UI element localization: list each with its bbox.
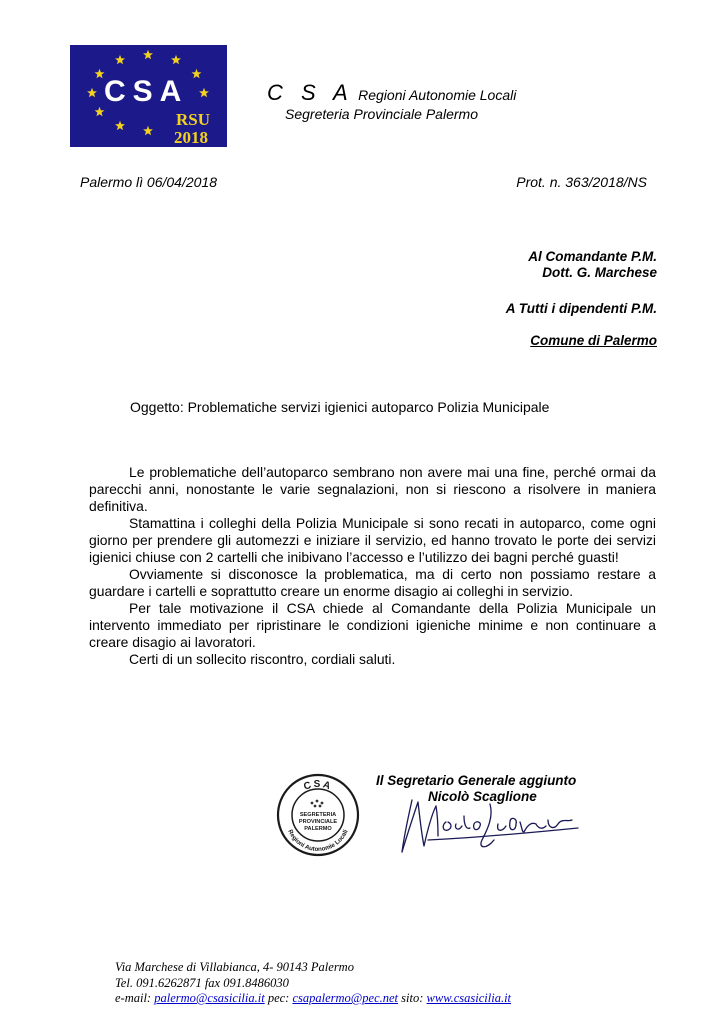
org-office: Segreteria Provinciale Palermo	[285, 106, 478, 122]
site-label: sito:	[398, 991, 427, 1005]
handwritten-signature	[398, 788, 583, 858]
footer-address: Via Marchese di Villabianca, 4- 90143 Palermo	[115, 960, 354, 974]
body-paragraph: Per tale motivazione il CSA chiede al Comandante della Polizia Municipale un intervento immediato per ripristinare le condizioni igieniche minime e non continuare a creare disagio ai lavoratori.	[89, 600, 656, 650]
svg-text:PALERMO: PALERMO	[304, 826, 332, 832]
email-label: e-mail:	[115, 991, 155, 1005]
pec-label: pec:	[264, 991, 293, 1005]
pec-link[interactable]: csapalermo@pec.net	[292, 991, 399, 1005]
svg-text:Regioni Autonomie Locali: Regioni Autonomie Locali	[286, 828, 350, 854]
website-link[interactable]: www.csasicilia.it	[426, 991, 512, 1005]
footer	[115, 960, 511, 1007]
subject-line: Oggetto: Problematiche servizi igienici autoparco Polizia Municipale	[130, 399, 550, 415]
logo-badge: RSU	[176, 110, 211, 129]
footer-phone: Tel. 091.6262871 fax 091.8486030	[115, 975, 289, 990]
protocol-number: Prot. n. 363/2018/NS	[516, 174, 647, 190]
recipient-line: Comune di Palermo	[530, 333, 657, 348]
official-stamp	[276, 773, 360, 857]
footer-contacts	[115, 991, 511, 1007]
logo-text: CSA	[104, 75, 189, 108]
csa-logo	[70, 45, 227, 147]
body-paragraph: Le problematiche dell’autoparco sembrano non avere mai una fine, perché ormai da parecchi anni, nonostante le varie segnalazioni, non si riescono a risolvere in maniera definitiva.	[89, 464, 656, 514]
body-paragraph: Stamattina i colleghi della Polizia Municipale si sono recati in autoparco, come ogni giorno per prendere gli automezzi e iniziare il servizio, ed hanno trovato le porte dei servizi igienici chiuse con 2 cartelli che inibivano l’accesso e l’utilizzo dei bagni perché guasti!	[89, 515, 656, 565]
body-paragraph: Ovviamente si disconosce la problematica, ma di certo non possiamo restare a guardare i cartelli e soprattutto creare un enorme disagio ai colleghi in servizio.	[89, 566, 656, 599]
org-name	[267, 80, 516, 106]
org-regions: Regioni Autonomie Locali	[358, 87, 517, 103]
org-acronym: C S A	[267, 80, 354, 105]
svg-text:PROVINCIALE: PROVINCIALE	[298, 819, 338, 825]
recipient-line: A Tutti i dipendenti P.M.	[505, 301, 657, 316]
signatory-name: Nicolò Scaglione	[428, 789, 537, 804]
signatory-title: Il Segretario Generale aggiunto	[376, 773, 577, 788]
place-date: Palermo lì 06/04/2018	[80, 174, 217, 190]
body-paragraph: Certi di un sollecito riscontro, cordiali saluti.	[129, 651, 396, 667]
recipient-line: Al Comandante P.M.	[528, 249, 657, 264]
logo-year: 2018	[174, 128, 208, 147]
email-link[interactable]: palermo@csasicilia.it	[154, 991, 265, 1005]
svg-text:SEGRETERIA: SEGRETERIA	[299, 812, 337, 818]
recipient-line: Dott. G. Marchese	[542, 265, 657, 280]
letter-body	[89, 464, 656, 668]
svg-text:CSA: CSA	[302, 779, 334, 793]
